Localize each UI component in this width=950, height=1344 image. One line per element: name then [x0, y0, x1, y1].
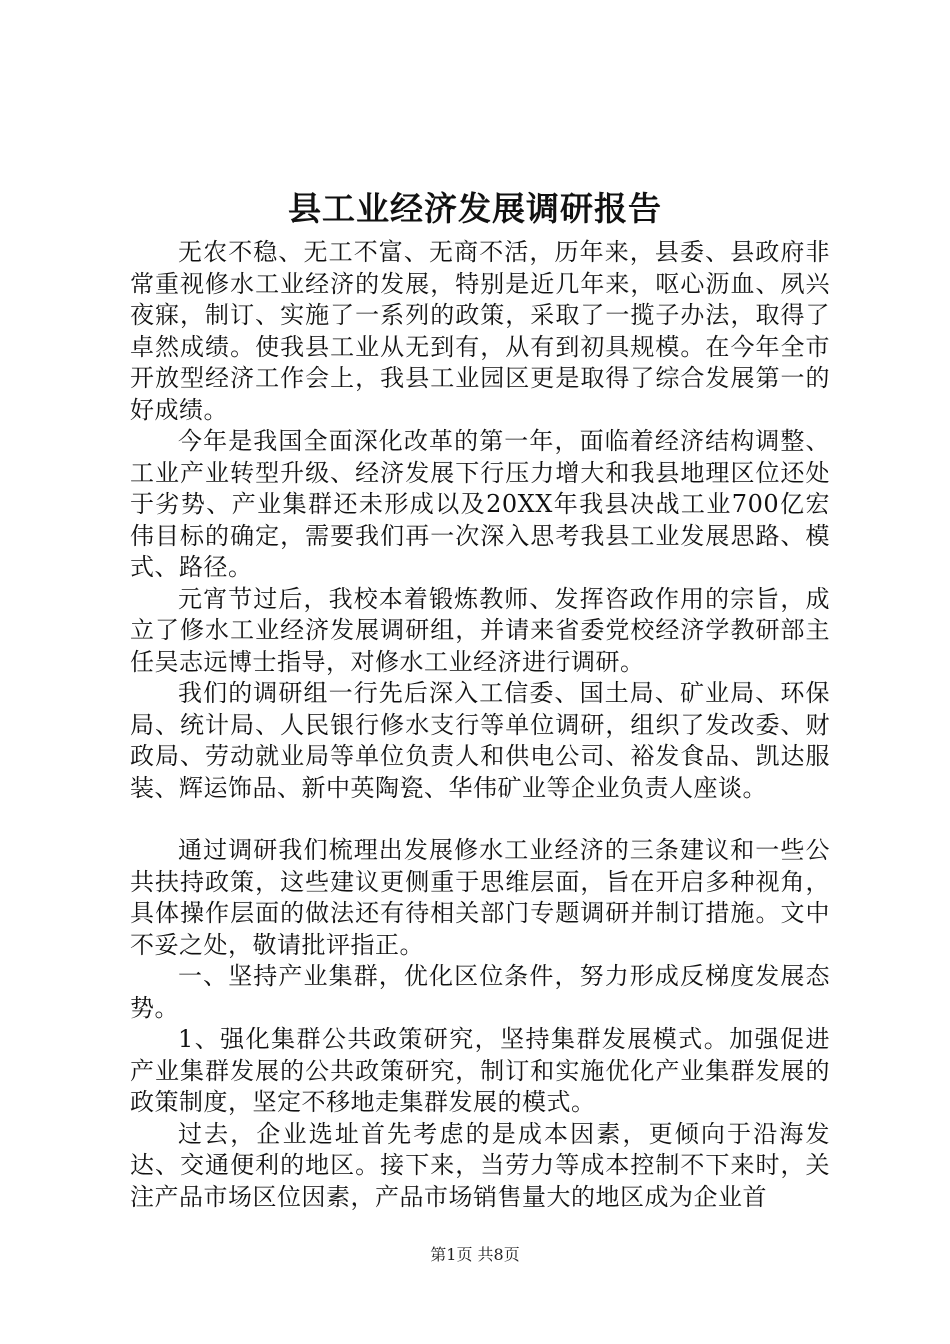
- document-body: [130, 237, 830, 1213]
- paragraph-summary: 通过调研我们梳理出发展修水工业经济的三条建议和一些公共扶持政策，这些建议更侧重于思维层面，旨在开启多种视角，具体操作层面的做法还有待相关部门专题调研并制订措施。文中不妥之处，敬请批评指正。: [130, 836, 830, 959]
- paragraph-research-visits: 我们的调研组一行先后深入工信委、国土局、矿业局、环保局、统计局、人民银行修水支行等单位调研，组织了发改委、财政局、劳动就业局等单位负责人和供电公司、裕发食品、凯达服装、辉运饰品、新中英陶瓷、华伟矿业等企业负责人座谈。: [130, 679, 830, 802]
- page-number-footer: 第1页 共8页: [430, 1245, 520, 1264]
- paragraph-location-factors: 过去，企业选址首先考虑的是成本因素，更倾向于沿海发达、交通便利的地区。接下来，当劳力等成本控制不下来时，关注产品市场区位因素，产品市场销售量大的地区成为企业首: [130, 1119, 830, 1211]
- paragraph-background: 今年是我国全面深化改革的第一年，面临着经济结构调整、工业产业转型升级、经济发展下行压力增大和我县地理区位还处于劣势、产业集群还未形成以及20XX年我县决战工业700亿宏伟目标的确定，需要我们再一次深入思考我县工业发展思路、模式、路径。: [130, 427, 830, 581]
- document-title: 县工业经济发展调研报告: [288, 189, 662, 228]
- section-heading-1: 一、坚持产业集群，优化区位条件，努力形成反梯度发展态势。: [130, 962, 830, 1022]
- paragraph-intro: 无农不稳、无工不富、无商不活，历年来，县委、县政府非常重视修水工业经济的发展，特别是近几年来，呕心沥血、夙兴夜寐，制订、实施了一系列的政策，采取了一揽子办法，取得了卓然成绩。使我县工业从无到有，从有到初具规模。在今年全市开放型经济工作会上，我县工业园区更是取得了综合发展第一的好成绩。: [130, 238, 830, 424]
- subsection-1-1: 1、强化集群公共政策研究，坚持集群发展模式。加强促进产业集群发展的公共政策研究，制订和实施优化产业集群发展的政策制度，坚定不移地走集群发展的模式。: [130, 1025, 830, 1116]
- paragraph-research-group: 元宵节过后，我校本着锻炼教师、发挥咨政作用的宗旨，成立了修水工业经济发展调研组，并请来省委党校经济学教研部主任吴志远博士指导，对修水工业经济进行调研。: [130, 584, 830, 676]
